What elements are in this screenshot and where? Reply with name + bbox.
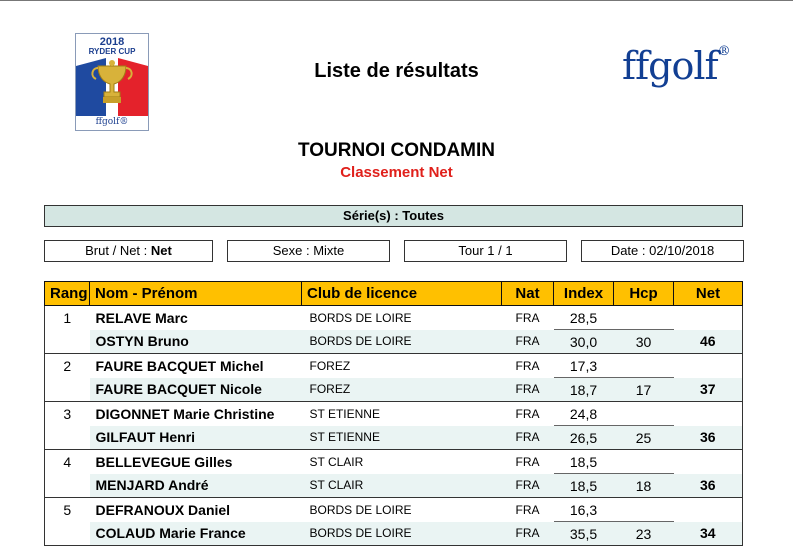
- net-cell: 37: [674, 378, 743, 402]
- table-row: [45, 474, 743, 498]
- top-divider: [0, 0, 793, 1]
- player-name: DIGONNET Marie Christine: [90, 402, 302, 426]
- col-header-nat: Nat: [502, 282, 554, 306]
- nat-cell: FRA: [502, 330, 554, 354]
- index-cell: 35,5: [554, 522, 614, 546]
- index-cell: 18,5: [554, 450, 614, 474]
- club-cell: BORDS DE LOIRE: [302, 306, 502, 330]
- index-cell: 18,5: [554, 474, 614, 498]
- hcp-cell: [614, 450, 674, 474]
- brut-net-box: [44, 240, 213, 262]
- player-name: COLAUD Marie France: [90, 522, 302, 546]
- index-cell: 30,0: [554, 330, 614, 354]
- player-name: OSTYN Bruno: [90, 330, 302, 354]
- nat-cell: FRA: [502, 306, 554, 330]
- net-cell: [674, 306, 743, 330]
- net-cell: [674, 402, 743, 426]
- nat-cell: FRA: [502, 378, 554, 402]
- index-cell: 16,3: [554, 498, 614, 522]
- series-banner: Série(s) : Toutes: [44, 205, 743, 227]
- index-cell: 28,5: [554, 306, 614, 330]
- ryder-logo-ffgolf: ffgolf®: [95, 117, 129, 127]
- club-cell: ST CLAIR: [302, 474, 502, 498]
- ffgolf-logo: [622, 44, 730, 88]
- index-cell: 24,8: [554, 402, 614, 426]
- table-row: [45, 378, 743, 402]
- rank-cell: 3: [45, 402, 90, 426]
- col-header-hcp: Hcp: [614, 282, 674, 306]
- club-cell: FOREZ: [302, 378, 502, 402]
- rank-cell: [45, 378, 90, 402]
- ffgolf-logo-mark: ®: [717, 44, 730, 59]
- sexe-box: Sexe : Mixte: [227, 240, 390, 262]
- rank-cell: [45, 522, 90, 546]
- hcp-cell: [614, 498, 674, 522]
- player-name: RELAVE Marc: [90, 306, 302, 330]
- table-row: [45, 450, 743, 474]
- club-cell: FOREZ: [302, 354, 502, 378]
- ryder-logo-year: 2018: [99, 36, 125, 48]
- player-name: DEFRANOUX Daniel: [90, 498, 302, 522]
- rank-cell: [45, 426, 90, 450]
- club-cell: BORDS DE LOIRE: [302, 522, 502, 546]
- player-name: GILFAUT Henri: [90, 426, 302, 450]
- player-name: MENJARD André: [90, 474, 302, 498]
- net-cell: 36: [674, 426, 743, 450]
- table-header-row: [45, 282, 743, 306]
- index-cell: 18,7: [554, 378, 614, 402]
- ffgolf-logo-text: ffgolf: [622, 44, 718, 88]
- net-cell: [674, 354, 743, 378]
- nat-cell: FRA: [502, 426, 554, 450]
- brut-net-value: Net: [150, 243, 172, 258]
- hcp-cell: [614, 306, 674, 330]
- nat-cell: FRA: [502, 354, 554, 378]
- results-body: [45, 306, 743, 546]
- net-cell: 36: [674, 474, 743, 498]
- col-header-nom: Nom - Prénom: [90, 282, 302, 306]
- hcp-cell: 25: [614, 426, 674, 450]
- rank-cell: 5: [45, 498, 90, 522]
- rank-cell: 1: [45, 306, 90, 330]
- table-row: [45, 354, 743, 378]
- col-header-net: Net: [674, 282, 743, 306]
- table-row: [45, 522, 743, 546]
- table-row: [45, 498, 743, 522]
- brut-net-label: Brut / Net :: [85, 243, 148, 258]
- player-name: FAURE BACQUET Michel: [90, 354, 302, 378]
- results-table: [44, 281, 743, 546]
- table-row: [45, 402, 743, 426]
- club-cell: ST ETIENNE: [302, 426, 502, 450]
- rank-cell: 4: [45, 450, 90, 474]
- ryder-cup-trophy-icon: [76, 58, 148, 116]
- table-row: [45, 330, 743, 354]
- club-cell: BORDS DE LOIRE: [302, 498, 502, 522]
- nat-cell: FRA: [502, 450, 554, 474]
- date-box: Date : 02/10/2018: [581, 240, 744, 262]
- club-cell: ST ETIENNE: [302, 402, 502, 426]
- net-cell: 46: [674, 330, 743, 354]
- nat-cell: FRA: [502, 474, 554, 498]
- player-name: FAURE BACQUET Nicole: [90, 378, 302, 402]
- rank-cell: [45, 330, 90, 354]
- hcp-cell: 18: [614, 474, 674, 498]
- col-header-index: Index: [554, 282, 614, 306]
- net-cell: [674, 498, 743, 522]
- index-cell: 17,3: [554, 354, 614, 378]
- col-header-rang: Rang: [45, 282, 90, 306]
- classement-label: Classement Net: [340, 164, 453, 181]
- rank-cell: 2: [45, 354, 90, 378]
- net-cell: 34: [674, 522, 743, 546]
- tour-box: Tour 1 / 1: [404, 240, 567, 262]
- page-title: Liste de résultats: [314, 60, 479, 82]
- nat-cell: FRA: [502, 402, 554, 426]
- player-name: BELLEVEGUE Gilles: [90, 450, 302, 474]
- hcp-cell: [614, 354, 674, 378]
- hcp-cell: 23: [614, 522, 674, 546]
- index-cell: 26,5: [554, 426, 614, 450]
- nat-cell: FRA: [502, 522, 554, 546]
- club-cell: BORDS DE LOIRE: [302, 330, 502, 354]
- table-row: [45, 426, 743, 450]
- ryder-cup-logo: [75, 33, 149, 131]
- nat-cell: FRA: [502, 498, 554, 522]
- club-cell: ST CLAIR: [302, 450, 502, 474]
- col-header-club: Club de licence: [302, 282, 502, 306]
- ryder-logo-name: RYDER CUP: [88, 47, 136, 56]
- rank-cell: [45, 474, 90, 498]
- table-row: [45, 306, 743, 330]
- hcp-cell: [614, 402, 674, 426]
- tournament-name: TOURNOI CONDAMIN: [297, 140, 496, 161]
- net-cell: [674, 450, 743, 474]
- hcp-cell: 17: [614, 378, 674, 402]
- hcp-cell: 30: [614, 330, 674, 354]
